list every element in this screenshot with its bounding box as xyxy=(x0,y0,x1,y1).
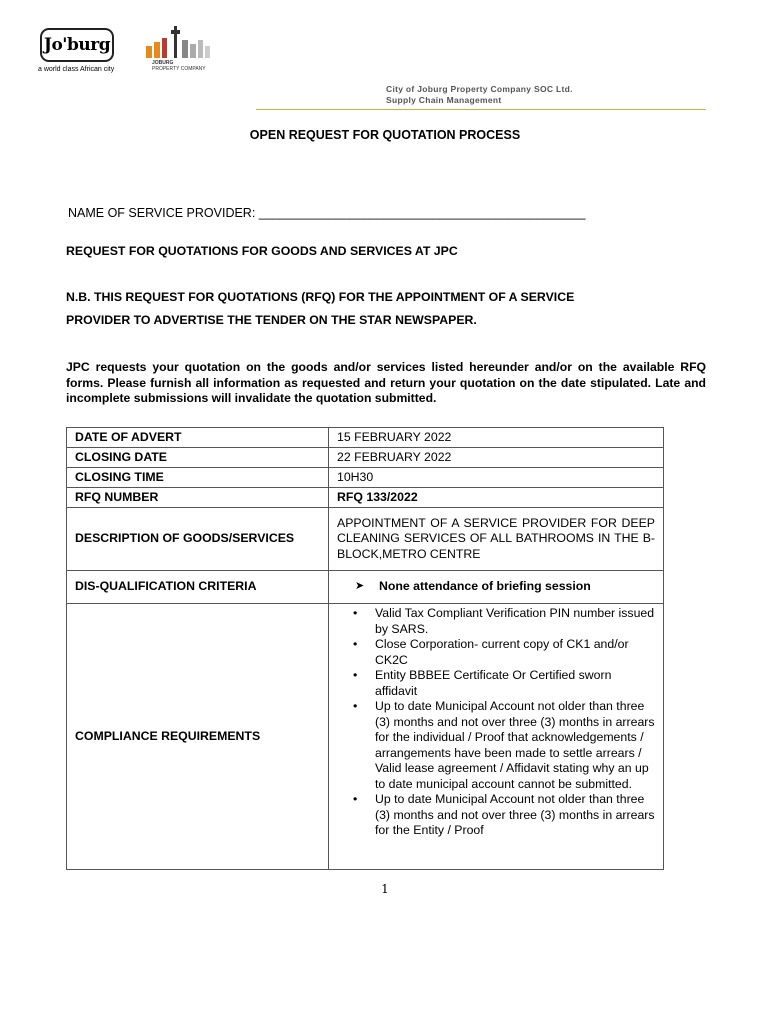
table-row xyxy=(67,448,664,468)
company-department: Supply Chain Management xyxy=(386,95,502,105)
bullet-icon: • xyxy=(353,606,358,620)
compliance-item-text: Valid Tax Compliant Verification PIN number issued by SARS. xyxy=(375,606,655,636)
disqualification-text: None attendance of briefing session xyxy=(379,579,591,594)
bullet-icon: • xyxy=(353,637,358,651)
compliance-item-text: Up to date Municipal Account not older than three (3) months and not over three (3) months in arrears for the individual / Proof that acknowledgements / arrangements have been made to settle arrears / Valid lease agreement / Affidavit stating why an up to date municipal account cannot be submitted. xyxy=(375,699,655,791)
table-row xyxy=(67,428,664,448)
disqualification-item xyxy=(337,579,655,595)
closing-date-label: CLOSING DATE xyxy=(67,448,329,468)
description-value: APPOINTMENT OF A SERVICE PROVIDER FOR DEEP CLEANING SERVICES OF ALL BATHROOMS IN THE B-BLOCK,METRO CENTRE xyxy=(329,508,664,571)
arrow-bullet-icon: ➤ xyxy=(355,580,365,593)
nb-notice-line1: N.B. THIS REQUEST FOR QUOTATIONS (RFQ) FOR THE APPOINTMENT OF A SERVICE xyxy=(66,290,575,304)
document-title: OPEN REQUEST FOR QUOTATION PROCESS xyxy=(249,128,521,142)
disqualification-value-cell xyxy=(329,571,664,604)
company-name: City of Joburg Property Company SOC Ltd. xyxy=(386,84,573,94)
table-row xyxy=(67,508,664,571)
jpc-logo-bar xyxy=(146,46,152,58)
compliance-list xyxy=(337,606,655,839)
jpc-logo-line1: JOBURG xyxy=(152,60,174,66)
jpc-logo-bar xyxy=(198,40,203,58)
header-rule xyxy=(256,109,706,110)
advert-date-value: 15 FEBRUARY 2022 xyxy=(329,428,664,448)
closing-time-value: 10H30 xyxy=(329,468,664,488)
table-row xyxy=(67,604,664,870)
jpc-logo-tower-top xyxy=(171,30,180,34)
jpc-logo-bar xyxy=(205,46,210,58)
jpc-logo-bar xyxy=(154,42,160,58)
jpc-logo-bar xyxy=(182,40,188,58)
jpc-logo-line2: PROPERTY COMPANY xyxy=(152,66,206,72)
description-label: DESCRIPTION OF GOODS/SERVICES xyxy=(67,508,329,571)
service-provider-line: NAME OF SERVICE PROVIDER: _______________________________________________ xyxy=(68,206,586,220)
rfq-number-label: RFQ NUMBER xyxy=(67,488,329,508)
compliance-item-text: Up to date Municipal Account not older than three (3) months and not over three (3) months in arrears for the Entity / Proof xyxy=(375,792,655,837)
jpc-logo-bar xyxy=(190,44,196,58)
bullet-icon: • xyxy=(353,792,358,806)
list-item xyxy=(337,606,655,637)
intro-paragraph: JPC requests your quotation on the goods and/or services listed hereunder and/or on the available RFQ forms. Please furnish all information as requested and return your quotation on the date stipulated. Late and incomplete submissions will invalidate the quotation submitted. xyxy=(66,360,706,405)
list-item xyxy=(337,792,655,839)
table-row xyxy=(67,571,664,604)
bullet-icon: • xyxy=(353,699,358,713)
joburg-logo xyxy=(40,28,114,62)
list-item xyxy=(337,699,655,792)
disqualification-label: DIS-QUALIFICATION CRITERIA xyxy=(67,571,329,604)
page-number: 1 xyxy=(381,882,389,896)
compliance-item-text: Entity BBBEE Certificate Or Certified sworn affidavit xyxy=(375,668,612,698)
rfq-details-table xyxy=(66,427,664,870)
compliance-label: COMPLIANCE REQUIREMENTS xyxy=(67,604,329,870)
list-item xyxy=(337,637,655,668)
closing-date-value: 22 FEBRUARY 2022 xyxy=(329,448,664,468)
compliance-item-text: Close Corporation- current copy of CK1 and/or CK2C xyxy=(375,637,629,667)
table-row xyxy=(67,468,664,488)
joburg-logo-text: Jo'burg xyxy=(43,35,111,55)
closing-time-label: CLOSING TIME xyxy=(67,468,329,488)
compliance-value-cell xyxy=(329,604,664,870)
jpc-logo-label xyxy=(152,60,206,72)
rfq-number-value: RFQ 133/2022 xyxy=(329,488,664,508)
joburg-tagline: a world class African city xyxy=(38,66,115,73)
bullet-icon: • xyxy=(353,668,358,682)
jpc-logo-bar xyxy=(162,38,167,58)
list-item xyxy=(337,668,655,699)
nb-notice-line2: PROVIDER TO ADVERTISE THE TENDER ON THE STAR NEWSPAPER. xyxy=(66,313,477,327)
rfq-heading: REQUEST FOR QUOTATIONS FOR GOODS AND SERVICES AT JPC xyxy=(66,244,458,258)
advert-date-label: DATE OF ADVERT xyxy=(67,428,329,448)
table-row xyxy=(67,488,664,508)
